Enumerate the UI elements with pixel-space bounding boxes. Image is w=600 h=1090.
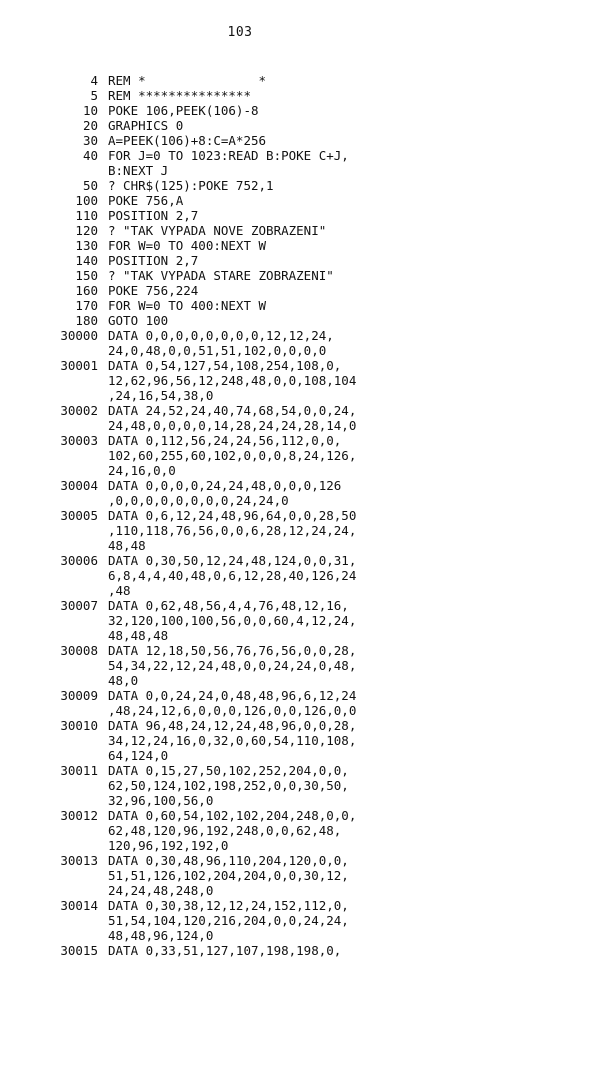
- code-line-continuation: [52, 628, 592, 643]
- line-number: 4: [90, 73, 98, 88]
- line-number: 30002: [60, 403, 98, 418]
- line-number: [52, 613, 108, 628]
- code-line-continuation: [52, 583, 592, 598]
- line-code: DATA 0,6,12,24,48,96,64,0,0,28,50: [108, 508, 357, 523]
- code-line: [52, 118, 592, 133]
- code-line: [52, 88, 592, 103]
- code-line: [52, 73, 592, 88]
- line-code: 12,62,96,56,12,248,48,0,0,108,104: [108, 373, 357, 388]
- code-line-continuation: [52, 928, 592, 943]
- line-number: 30007: [60, 598, 98, 613]
- basic-listing: [52, 73, 592, 958]
- line-number: [52, 493, 108, 508]
- code-line: [52, 298, 592, 313]
- line-number: [52, 778, 108, 793]
- line-code: REM ***************: [108, 88, 251, 103]
- line-code: 24,48,0,0,0,0,14,28,24,24,28,14,0: [108, 418, 357, 433]
- line-number: [52, 583, 108, 598]
- line-number: 150: [75, 268, 98, 283]
- line-code: ,110,118,76,56,0,0,6,28,12,24,24,: [108, 523, 357, 538]
- line-number: [52, 418, 108, 433]
- line-code: DATA 12,18,50,56,76,76,56,0,0,28,: [108, 643, 357, 658]
- line-number: 10: [82, 103, 98, 118]
- line-code: 24,24,48,248,0: [108, 883, 214, 898]
- line-number: [52, 838, 108, 853]
- line-number: 30004: [60, 478, 98, 493]
- line-code: 54,34,22,12,24,48,0,0,24,24,0,48,: [108, 658, 357, 673]
- line-code: 24,16,0,0: [108, 463, 176, 478]
- line-number: 30008: [60, 643, 98, 658]
- line-code: 24,0,48,0,0,51,51,102,0,0,0,0: [108, 343, 327, 358]
- line-number: [52, 733, 108, 748]
- line-number: [52, 388, 108, 403]
- code-line-continuation: [52, 868, 592, 883]
- line-number: 120: [75, 223, 98, 238]
- line-code: FOR J=0 TO 1023:READ B:POKE C+J,: [108, 148, 349, 163]
- code-line-continuation: [52, 388, 592, 403]
- code-line: [52, 313, 592, 328]
- line-number: [52, 658, 108, 673]
- code-line: [52, 283, 592, 298]
- code-line: [52, 943, 592, 958]
- code-line: [52, 478, 592, 493]
- line-code: DATA 0,60,54,102,102,204,248,0,0,: [108, 808, 357, 823]
- line-number: 110: [75, 208, 98, 223]
- line-number: [52, 373, 108, 388]
- line-code: ? CHR$(125):POKE 752,1: [108, 178, 274, 193]
- code-line-continuation: [52, 658, 592, 673]
- line-number: [52, 883, 108, 898]
- line-code: 62,50,124,102,198,252,0,0,30,50,: [108, 778, 349, 793]
- line-number: 30006: [60, 553, 98, 568]
- line-code: DATA 0,30,38,12,12,24,152,112,0,: [108, 898, 349, 913]
- line-number: 20: [82, 118, 98, 133]
- code-line-continuation: [52, 463, 592, 478]
- line-code: 32,96,100,56,0: [108, 793, 214, 808]
- line-code: 120,96,192,192,0: [108, 838, 229, 853]
- code-line-continuation: [52, 568, 592, 583]
- line-number: [52, 928, 108, 943]
- line-number: [52, 748, 108, 763]
- line-code: B:NEXT J: [108, 163, 169, 178]
- line-code: 62,48,120,96,192,248,0,0,62,48,: [108, 823, 342, 838]
- line-code: ,48: [108, 583, 131, 598]
- line-number: [52, 673, 108, 688]
- line-number: 130: [75, 238, 98, 253]
- code-line: [52, 688, 592, 703]
- line-code: DATA 0,112,56,24,24,56,112,0,0,: [108, 433, 342, 448]
- line-code: DATA 0,54,127,54,108,254,108,0,: [108, 358, 342, 373]
- line-code: 48,48: [108, 538, 146, 553]
- code-line: [52, 193, 592, 208]
- code-line: [52, 403, 592, 418]
- line-code: ? "TAK VYPADA NOVE ZOBRAZENI": [108, 223, 327, 238]
- code-line-continuation: [52, 673, 592, 688]
- line-code: POKE 106,PEEK(106)-8: [108, 103, 259, 118]
- code-line-continuation: [52, 703, 592, 718]
- line-code: ,48,24,12,6,0,0,0,126,0,0,126,0,0: [108, 703, 357, 718]
- code-line-continuation: [52, 883, 592, 898]
- line-code: 48,48,48: [108, 628, 169, 643]
- code-line-continuation: [52, 418, 592, 433]
- code-line-continuation: [52, 613, 592, 628]
- code-line: [52, 148, 592, 163]
- code-line-continuation: [52, 493, 592, 508]
- code-line: [52, 238, 592, 253]
- line-code: GRAPHICS 0: [108, 118, 184, 133]
- line-number: [52, 568, 108, 583]
- line-code: POSITION 2,7: [108, 208, 199, 223]
- code-line: [52, 133, 592, 148]
- line-code: REM * *: [108, 73, 267, 88]
- code-line-continuation: [52, 823, 592, 838]
- line-code: DATA 0,0,0,0,24,24,48,0,0,0,126: [108, 478, 342, 493]
- code-line-continuation: [52, 748, 592, 763]
- line-number: 30009: [60, 688, 98, 703]
- line-number: 140: [75, 253, 98, 268]
- code-line: [52, 253, 592, 268]
- code-line: [52, 508, 592, 523]
- line-number: 30001: [60, 358, 98, 373]
- line-number: 50: [82, 178, 98, 193]
- line-code: DATA 0,30,48,96,110,204,120,0,0,: [108, 853, 349, 868]
- line-number: [52, 343, 108, 358]
- line-number: 100: [75, 193, 98, 208]
- code-line: [52, 553, 592, 568]
- line-number: [52, 823, 108, 838]
- line-code: 51,51,126,102,204,204,0,0,30,12,: [108, 868, 349, 883]
- code-line: [52, 763, 592, 778]
- line-code: DATA 0,15,27,50,102,252,204,0,0,: [108, 763, 349, 778]
- code-line: [52, 178, 592, 193]
- code-line: [52, 268, 592, 283]
- line-number: [52, 628, 108, 643]
- line-number: 30000: [60, 328, 98, 343]
- line-number: 30013: [60, 853, 98, 868]
- code-line-continuation: [52, 373, 592, 388]
- line-number: [52, 523, 108, 538]
- line-code: 51,54,104,120,216,204,0,0,24,24,: [108, 913, 349, 928]
- code-line-continuation: [52, 343, 592, 358]
- code-line-continuation: [52, 538, 592, 553]
- code-line: [52, 208, 592, 223]
- line-code: DATA 24,52,24,40,74,68,54,0,0,24,: [108, 403, 357, 418]
- code-line-continuation: [52, 913, 592, 928]
- line-number: 40: [82, 148, 98, 163]
- line-number: [52, 913, 108, 928]
- code-line: [52, 808, 592, 823]
- line-code: DATA 0,62,48,56,4,4,76,48,12,16,: [108, 598, 349, 613]
- line-code: POKE 756,224: [108, 283, 199, 298]
- code-line: [52, 328, 592, 343]
- code-line-continuation: [52, 793, 592, 808]
- line-code: GOTO 100: [108, 313, 169, 328]
- line-number: [52, 703, 108, 718]
- code-line-continuation: [52, 733, 592, 748]
- line-number: [52, 793, 108, 808]
- code-line-continuation: [52, 448, 592, 463]
- code-line-continuation: [52, 838, 592, 853]
- line-number: [52, 163, 108, 178]
- line-number: 30: [82, 133, 98, 148]
- line-code: 6,8,4,4,40,48,0,6,12,28,40,126,24: [108, 568, 357, 583]
- line-number: [52, 448, 108, 463]
- line-code: ,24,16,54,38,0: [108, 388, 214, 403]
- code-line: [52, 223, 592, 238]
- line-code: A=PEEK(106)+8:C=A*256: [108, 133, 267, 148]
- line-number: 30003: [60, 433, 98, 448]
- line-number: 30005: [60, 508, 98, 523]
- line-number: [52, 538, 108, 553]
- code-line: [52, 598, 592, 613]
- line-code: DATA 0,33,51,127,107,198,198,0,: [108, 943, 342, 958]
- code-line: [52, 433, 592, 448]
- line-code: FOR W=0 TO 400:NEXT W: [108, 298, 267, 313]
- line-code: DATA 0,0,0,0,0,0,0,0,12,12,24,: [108, 328, 334, 343]
- line-number: 170: [75, 298, 98, 313]
- code-line-continuation: [52, 778, 592, 793]
- code-line-continuation: [52, 523, 592, 538]
- line-code: 48,48,96,124,0: [108, 928, 214, 943]
- line-number: 30011: [60, 763, 98, 778]
- line-code: 32,120,100,100,56,0,0,60,4,12,24,: [108, 613, 357, 628]
- line-code: 48,0: [108, 673, 139, 688]
- line-number: 30014: [60, 898, 98, 913]
- line-number: 160: [75, 283, 98, 298]
- line-number: 180: [75, 313, 98, 328]
- code-line: [52, 103, 592, 118]
- line-number: [52, 868, 108, 883]
- line-code: 102,60,255,60,102,0,0,0,8,24,126,: [108, 448, 357, 463]
- line-number: [52, 463, 108, 478]
- page-number: 103: [227, 25, 253, 40]
- code-line: [52, 358, 592, 373]
- line-code: FOR W=0 TO 400:NEXT W: [108, 238, 267, 253]
- line-code: DATA 96,48,24,12,24,48,96,0,0,28,: [108, 718, 357, 733]
- line-number: 30015: [60, 943, 98, 958]
- line-number: 30010: [60, 718, 98, 733]
- line-number: 5: [90, 88, 98, 103]
- code-line-continuation: [52, 163, 592, 178]
- code-line: [52, 898, 592, 913]
- line-code: ,0,0,0,0,0,0,0,0,24,24,0: [108, 493, 289, 508]
- code-line: [52, 853, 592, 868]
- line-number: 30012: [60, 808, 98, 823]
- line-code: POSITION 2,7: [108, 253, 199, 268]
- line-code: DATA 0,0,24,24,0,48,48,96,6,12,24: [108, 688, 357, 703]
- code-line: [52, 718, 592, 733]
- line-code: 34,12,24,16,0,32,0,60,54,110,108,: [108, 733, 357, 748]
- code-line: [52, 643, 592, 658]
- line-code: 64,124,0: [108, 748, 169, 763]
- line-code: POKE 756,A: [108, 193, 184, 208]
- line-code: ? "TAK VYPADA STARE ZOBRAZENI": [108, 268, 334, 283]
- line-code: DATA 0,30,50,12,24,48,124,0,0,31,: [108, 553, 357, 568]
